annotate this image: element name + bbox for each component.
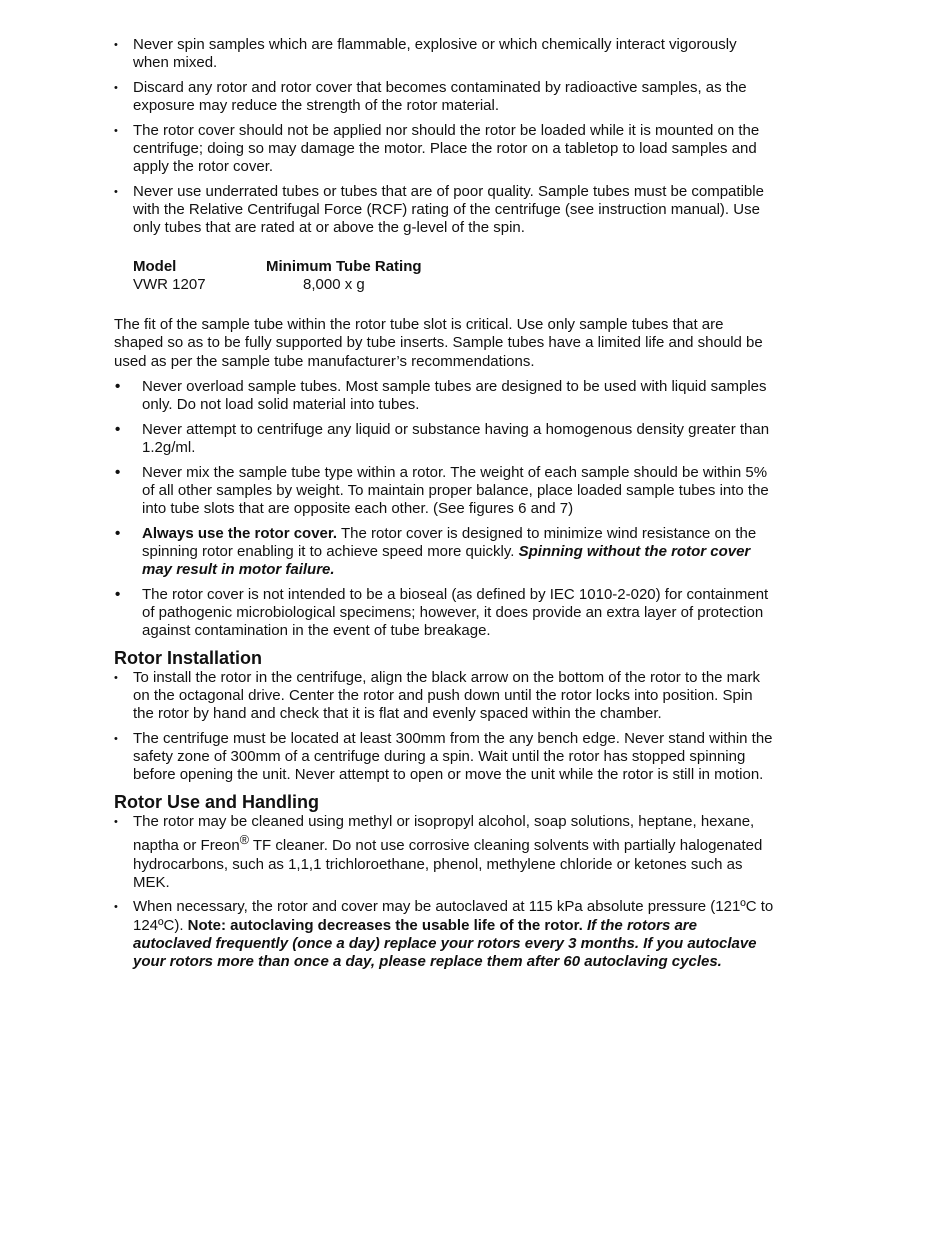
column-header-model: Model: [133, 257, 177, 275]
rotor-cover-warning: Spinning without the rotor cover may result in motor failure.: [142, 542, 751, 579]
tube-rating-table: [133, 258, 774, 295]
column-header-rating: Minimum Tube Rating: [266, 257, 422, 275]
table-header-row: [133, 258, 774, 276]
installation-bullet-list: [114, 669, 774, 785]
list-item: [114, 813, 774, 892]
list-item: • Never spin samples which are flammable, explosive or which chemically interact vigorously when mixed.: [114, 36, 774, 73]
autoclave-warning: If the rotors are autoclaved frequently (once a day) replace your rotors every 3 months. If you autoclave your rotors more than once a day, please replace them after 60 autoclaving cycles.: [133, 916, 757, 971]
list-item: • To install the rotor in the centrifuge, align the black arrow on the bottom of the rotor to the mark on the octagonal drive. Center the rotor and push down until the rotor locks into position. Spin the rotor by hand and check that it is flat and evenly spaced within the chamber.: [114, 669, 774, 724]
table-row: [133, 276, 774, 294]
autoclave-text: When necessary, the rotor and cover may be autoclaved at 115 kPa absolute pressure (121ºC to 124ºC).: [133, 898, 774, 934]
section-heading-installation: Rotor Installation: [114, 647, 262, 668]
document-page: [114, 36, 774, 978]
list-item: • Never mix the sample tube type within a rotor. The weight of each sample should be within 5% of all other samples by weight. To maintain proper balance, place loaded sample tubes into the into tube slots that are opposite each other. (See figures 6 and 7): [114, 464, 774, 519]
handling-bullet-list: [114, 813, 774, 972]
rotor-cover-bold: Always use the rotor cover.: [142, 524, 338, 542]
list-item: • Never use underrated tubes or tubes that are of poor quality. Sample tubes must be compatible with the Relative Centrifugal Force (RCF) rating of the centrifuge (see instruction manual). Use only tubes that are rated at or above the g-level of the spin.: [114, 183, 774, 238]
registered-mark: ®: [239, 833, 249, 848]
cleaning-text-pre: The rotor may be cleaned using methyl or isopropyl alcohol, soap solutions, heptane, hexane, naptha or Freon: [133, 812, 755, 855]
safety-bullet-list: [114, 36, 774, 238]
list-item: • Never overload sample tubes. Most sample tubes are designed to be used with liquid samples only. Do not load solid material into tubes.: [114, 378, 774, 415]
tube-fit-paragraph: The fit of the sample tube within the rotor tube slot is critical. Use only sample tubes that are shaped so as to be fully supported by tube inserts. Sample tubes have a limited life and should be used as per the sample tube manufacturer’s recommendations.: [114, 316, 763, 370]
rotor-cover-text: The rotor cover is designed to minimize wind resistance on the spinning rotor enabling it to achieve speed more quickly.: [142, 524, 757, 560]
list-item: • Discard any rotor and rotor cover that becomes contaminated by radioactive samples, as the exposure may reduce the strength of the rotor material.: [114, 79, 774, 116]
list-item: • The rotor cover is not intended to be a bioseal (as defined by IEC 1010-2-020) for containment of pathogenic microbiological specimens; however, it does provide an extra layer of protection against contamination in the event of tube breakage.: [114, 586, 774, 641]
list-item: • Never attempt to centrifuge any liquid or substance having a homogenous density greater than 1.2g/ml.: [114, 421, 774, 458]
rating-cell: 8,000 x g: [303, 275, 365, 293]
sample-tube-bullet-list: [114, 378, 774, 641]
model-cell: VWR 1207: [133, 275, 206, 293]
cleaning-text-post: TF cleaner. Do not use corrosive cleaning solvents with partially halogenated hydrocarbons, such as 1,1,1 trichloroethane, phenol, methylene chloride or ketones such as MEK.: [133, 837, 763, 891]
autoclave-note: Note: autoclaving decreases the usable life of the rotor.: [187, 916, 583, 934]
list-item: [114, 898, 774, 971]
list-item: [114, 525, 774, 580]
section-heading-handling: Rotor Use and Handling: [114, 791, 320, 812]
list-item: • The rotor cover should not be applied nor should the rotor be loaded while it is mounted on the centrifuge; doing so may damage the motor. Place the rotor on a tabletop to load samples and apply the rotor cover.: [114, 122, 774, 177]
list-item: • The centrifuge must be located at least 300mm from the any bench edge. Never stand within the safety zone of 300mm of a centrifuge during a spin. Wait until the rotor has stopped spinning before opening the unit. Never attempt to open or move the unit while the rotor is still in motion.: [114, 730, 774, 785]
